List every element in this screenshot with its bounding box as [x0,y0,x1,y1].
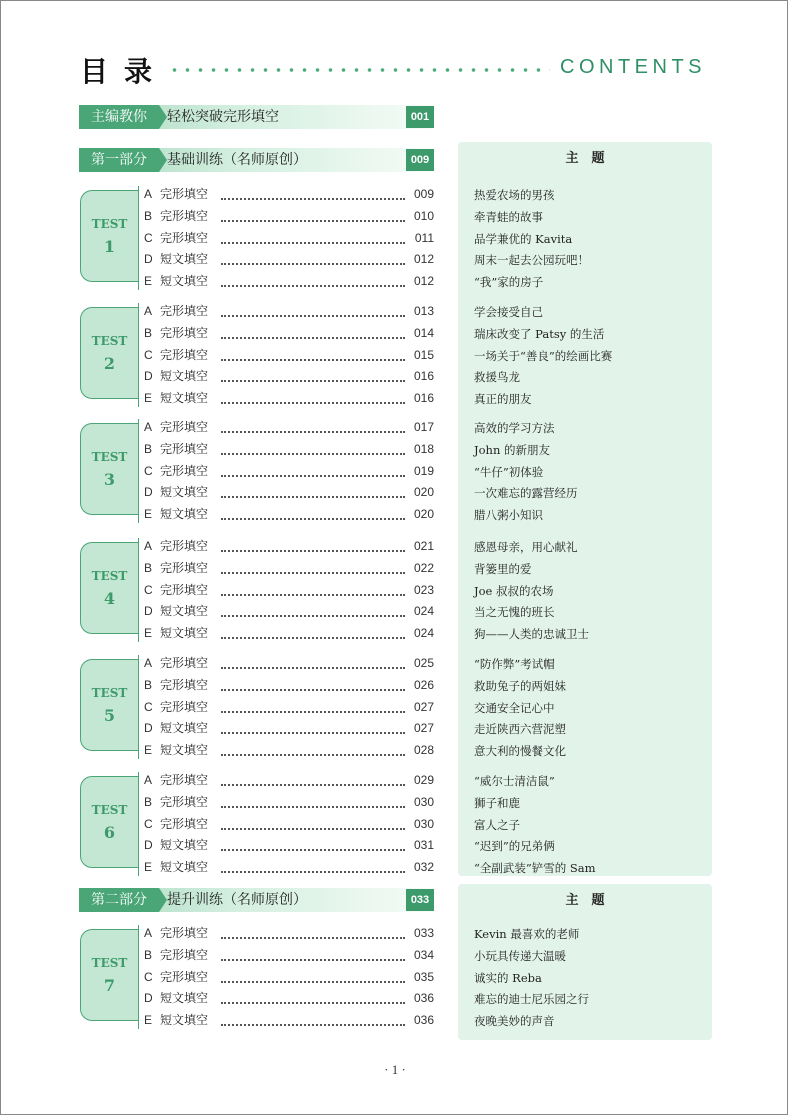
dot-leader [221,871,405,873]
test-number: 7 [103,976,116,995]
entry-letter: A [144,420,153,434]
theme-header: 主 题 [565,893,605,908]
dot-leader [221,402,405,404]
theme-header: 主 题 [565,151,605,166]
theme-topic[interactable]: 意大利的慢餐文化 [474,744,566,759]
entry-page-number: 036 [413,991,434,1006]
entry-letter: A [144,926,153,940]
dot-leader [221,849,405,851]
toc-entry[interactable] [144,249,434,269]
entry-page-number: 023 [413,582,434,597]
toc-entry[interactable] [144,770,434,790]
toc-entry[interactable] [144,417,434,437]
theme-topic[interactable]: 交通安全记心中 [474,700,555,715]
entry-page-number: 016 [413,369,434,384]
section-title: 提升训练（名师原创） [167,892,307,908]
section-tag: 第一部分 [79,148,159,172]
theme-topic[interactable]: 瑞床改变了 Patsy 的生活 [474,326,605,341]
theme-topic[interactable]: “迟到”的兄弟俩 [474,839,555,854]
theme-topic[interactable]: 狗——人类的忠诚卫士 [474,627,589,642]
test-divider-line [138,655,139,759]
entry-letter: E [144,391,153,406]
theme-topic[interactable]: 学会接受自己 [474,305,543,319]
dot-leader [221,220,405,222]
entry-label: 完形填空 [160,677,209,692]
toc-entry[interactable] [144,184,434,204]
test-divider-line [138,303,139,407]
test-label: TEST [91,217,128,231]
test-number: 4 [103,589,116,608]
page-title: 目录 [80,55,169,88]
entry-letter: E [144,626,153,641]
entry-page-number: 035 [413,969,434,984]
theme-topic[interactable]: “我”家的房子 [474,275,544,290]
test-number: 3 [103,470,116,489]
dot-leader [221,518,405,520]
dot-leader [221,594,405,596]
entry-label: 完形填空 [160,947,209,962]
theme-topic[interactable]: 狮子和鹿 [474,795,520,810]
theme-topic[interactable]: 热爱农场的男孩 [474,188,555,202]
entry-page-number: 027 [413,721,434,736]
dot-leader [221,711,405,713]
section-editor-guide[interactable] [79,105,434,129]
entry-letter: D [144,369,153,384]
entry-label: 完形填空 [160,347,209,362]
theme-topic[interactable]: Joe 叔叔的农场 [474,583,554,598]
theme-topic[interactable]: 救助兔子的两姐妹 [474,678,566,693]
entry-letter: A [144,656,153,670]
test-label: TEST [91,569,128,583]
contents-heading: CONTENTS [560,56,706,78]
section-part-two[interactable] [79,888,434,912]
section-page-number: 001 [406,106,434,128]
entry-label: 短文填空 [160,485,209,500]
toc-entry[interactable] [144,439,434,459]
entry-label: 完形填空 [160,463,209,478]
section-tag: 主编教你 [79,105,159,129]
theme-topic[interactable]: 诚实的 Reba [474,970,542,985]
test-label: TEST [91,686,128,700]
dot-leader [221,689,405,691]
toc-entry[interactable] [144,345,434,365]
theme-topic[interactable]: 真正的朋友 [474,392,532,407]
theme-topic[interactable]: 小玩具传递大温暖 [474,948,566,963]
entry-page-number: 014 [413,325,434,340]
entry-letter: E [144,860,153,875]
entry-page-number: 030 [413,816,434,831]
entry-page-number: 021 [413,539,434,553]
entry-label: 短文填空 [160,507,209,522]
entry-label: 完形填空 [160,325,209,340]
dot-leader [221,475,405,477]
entry-page-number: 032 [413,860,434,875]
entry-page-number: 025 [413,656,434,670]
entry-letter: C [144,816,153,831]
entry-page-number: 027 [413,699,434,714]
entry-label: 完形填空 [160,656,209,670]
test-divider-line [138,925,139,1029]
dot-leader [221,806,405,808]
entry-letter: C [144,699,153,714]
entry-letter: B [144,947,153,962]
entry-letter: C [144,230,153,245]
entry-letter: E [144,507,153,522]
theme-topic[interactable]: 高效的学习方法 [474,421,555,435]
theme-topic[interactable]: 一次难忘的露营经历 [474,486,578,501]
entry-letter: A [144,539,153,553]
toc-entry[interactable] [144,623,434,643]
entry-letter: B [144,794,153,809]
entry-page-number: 012 [413,274,434,289]
toc-entry[interactable] [144,504,434,524]
theme-topic[interactable]: 当之无愧的班长 [474,605,555,620]
entry-page-number: 016 [413,391,434,406]
entry-label: 完形填空 [160,187,209,201]
test-tab-2 [80,307,138,399]
entry-letter: A [144,304,153,318]
toc-entry[interactable] [144,988,434,1008]
dot-leader [221,263,405,265]
toc-entry[interactable] [144,482,434,502]
test-label: TEST [91,803,128,817]
dot-leader [221,242,405,244]
dot-leader [221,959,405,961]
toc-entry[interactable] [144,697,434,717]
entry-letter: B [144,560,153,575]
theme-topic[interactable]: 腊八粥小知识 [474,508,543,523]
toc-entry[interactable] [144,206,434,226]
entry-letter: E [144,1013,153,1028]
test-tab-1 [80,190,138,282]
entry-page-number: 028 [413,743,434,758]
entry-letter: A [144,773,153,787]
entry-letter: C [144,969,153,984]
entry-page-number: 026 [413,677,434,692]
page-number: · 1 · [384,1062,406,1077]
dot-leader [221,285,405,287]
toc-entry[interactable] [144,814,434,834]
dot-leader [221,732,405,734]
entry-label: 完形填空 [160,420,209,434]
entry-page-number: 031 [413,838,434,853]
test-tab-4 [80,542,138,634]
entry-letter: B [144,441,153,456]
theme-topic[interactable]: 夜晚美妙的声音 [474,1014,555,1029]
entry-page-number: 024 [413,604,434,619]
toc-entry[interactable] [144,558,434,578]
toc-entry[interactable] [144,792,434,812]
test-label: TEST [91,956,128,970]
section-page-number: 009 [406,149,434,171]
toc-entry[interactable] [144,967,434,987]
test-tab-3 [80,423,138,515]
entry-letter: D [144,604,153,619]
entry-letter: B [144,208,153,223]
toc-entry[interactable] [144,601,434,621]
toc-entry[interactable] [144,366,434,386]
entry-label: 短文填空 [160,1013,209,1028]
dot-leader [221,981,405,983]
toc-entry[interactable] [144,580,434,600]
test-tab-5 [80,659,138,751]
theme-topic[interactable]: 走近陕西六营泥塑 [474,722,566,737]
entry-letter: E [144,743,153,758]
theme-topic[interactable]: “全副武装”铲雪的 Sam [474,861,596,876]
dot-leader [221,1024,405,1026]
test-label: TEST [91,334,128,348]
toc-entry[interactable] [144,653,434,673]
test-tab-7 [80,929,138,1021]
entry-page-number: 020 [413,507,434,522]
entry-letter: A [144,187,153,201]
dot-leader [221,380,405,382]
entry-page-number: 011 [414,230,434,245]
section-page-number: 033 [406,889,434,911]
entry-label: 短文填空 [160,626,209,641]
dot-leader [221,496,405,498]
entry-label: 完形填空 [160,582,209,597]
test-number: 1 [103,237,116,256]
theme-topic[interactable]: 品学兼优的 Kavita [474,231,573,246]
entry-label: 完形填空 [160,816,209,831]
entry-label: 完形填空 [160,926,209,940]
toc-entry[interactable] [144,228,434,248]
dot-leader [221,828,405,830]
entry-letter: D [144,252,153,267]
entry-letter: C [144,463,153,478]
entry-page-number: 015 [413,347,434,362]
toc-entry[interactable] [144,1010,434,1030]
entry-page-number: 036 [413,1013,434,1028]
theme-topic[interactable]: 周末一起去公园玩吧！ [474,253,589,268]
entry-label: 短文填空 [160,721,209,736]
toc-entry[interactable] [144,271,434,291]
dot-leader [221,637,405,639]
toc-entry[interactable] [144,835,434,855]
entry-page-number: 024 [413,626,434,641]
entry-page-number: 009 [413,187,434,201]
dot-leader [221,550,405,552]
entry-page-number: 013 [413,304,434,318]
toc-entry[interactable] [144,301,434,321]
theme-topic[interactable]: 感恩母亲，用心献礼 [474,540,578,554]
entry-label: 完形填空 [160,441,209,456]
toc-entry[interactable] [144,388,434,408]
entry-label: 完形填空 [160,304,209,318]
entry-label: 短文填空 [160,369,209,384]
toc-entry[interactable] [144,461,434,481]
toc-entry[interactable] [144,536,434,556]
dot-leader [221,937,405,939]
entry-label: 短文填空 [160,860,209,875]
toc-entry[interactable] [144,923,434,943]
theme-topic[interactable]: “威尔士清洁鼠” [474,774,555,788]
theme-topic[interactable]: 背篓里的爱 [474,561,532,576]
entry-label: 完形填空 [160,794,209,809]
entry-page-number: 018 [413,441,434,456]
entry-label: 完形填空 [160,230,209,245]
entry-letter: B [144,325,153,340]
entry-label: 完形填空 [160,969,209,984]
toc-entry[interactable] [144,675,434,695]
theme-topic[interactable]: Kevin 最喜欢的老师 [474,927,580,941]
test-number: 6 [103,823,116,842]
entry-label: 完形填空 [160,539,209,553]
entry-page-number: 019 [413,463,434,478]
dot-leader [221,431,405,433]
entry-letter: C [144,582,153,597]
entry-page-number: 029 [413,773,434,787]
theme-topic[interactable]: 富人之子 [474,817,520,832]
theme-topic[interactable]: 牵青蛙的故事 [474,209,543,224]
section-title: 基础训练（名师原创） [167,152,307,168]
test-tab-6 [80,776,138,868]
section-title: 轻松突破完形填空 [167,109,279,125]
test-divider-line [138,772,139,876]
toc-entry[interactable] [144,945,434,965]
theme-topic[interactable]: 难忘的迪士尼乐园之行 [474,992,589,1007]
entry-label: 短文填空 [160,604,209,619]
theme-topic[interactable]: 救援鸟龙 [474,370,520,385]
test-divider-line [138,419,139,523]
dot-leader [221,754,405,756]
dot-leader [221,337,405,339]
entry-label: 完形填空 [160,699,209,714]
entry-label: 短文填空 [160,274,209,289]
dot-leader [221,667,405,669]
section-tag: 第二部分 [79,888,159,912]
theme-topic[interactable]: John 的新朋友 [474,442,551,457]
test-divider-line [138,186,139,290]
entry-page-number: 034 [413,947,434,962]
toc-entry[interactable] [144,740,434,760]
dot-leader [221,198,405,200]
entry-label: 短文填空 [160,391,209,406]
theme-topic[interactable]: “牛仔”初体验 [474,464,544,479]
entry-letter: D [144,485,153,500]
entry-label: 完形填空 [160,560,209,575]
entry-page-number: 033 [413,926,434,940]
entry-label: 短文填空 [160,991,209,1006]
entry-label: 完形填空 [160,208,209,223]
dot-leader [221,615,405,617]
dot-leader [221,315,405,317]
entry-letter: D [144,721,153,736]
entry-label: 短文填空 [160,838,209,853]
entry-letter: B [144,677,153,692]
test-number: 5 [103,706,116,725]
toc-entry[interactable] [144,323,434,343]
entry-page-number: 022 [413,560,434,575]
entry-page-number: 012 [413,252,434,267]
toc-entry[interactable] [144,857,434,877]
entry-letter: C [144,347,153,362]
entry-page-number: 017 [413,420,434,434]
entry-page-number: 030 [413,794,434,809]
dot-leader [221,784,405,786]
entry-label: 完形填空 [160,773,209,787]
dot-leader [221,359,405,361]
dot-leader [221,1002,405,1004]
test-label: TEST [91,450,128,464]
dot-leader [221,572,405,574]
entry-label: 短文填空 [160,252,209,267]
theme-topic[interactable]: “防作弊”考试帽 [474,657,555,671]
toc-entry[interactable] [144,718,434,738]
theme-topic[interactable]: 一场关于“善良”的绘画比赛 [474,348,613,363]
test-number: 2 [103,354,116,373]
section-part-one[interactable] [79,148,434,172]
entry-page-number: 020 [413,485,434,500]
test-divider-line [138,538,139,642]
entry-letter: D [144,838,153,853]
entry-label: 短文填空 [160,743,209,758]
entry-letter: D [144,991,153,1006]
dot-leader [221,453,405,455]
entry-letter: E [144,274,153,289]
title-dot-leader [168,68,550,72]
entry-page-number: 010 [413,208,434,223]
